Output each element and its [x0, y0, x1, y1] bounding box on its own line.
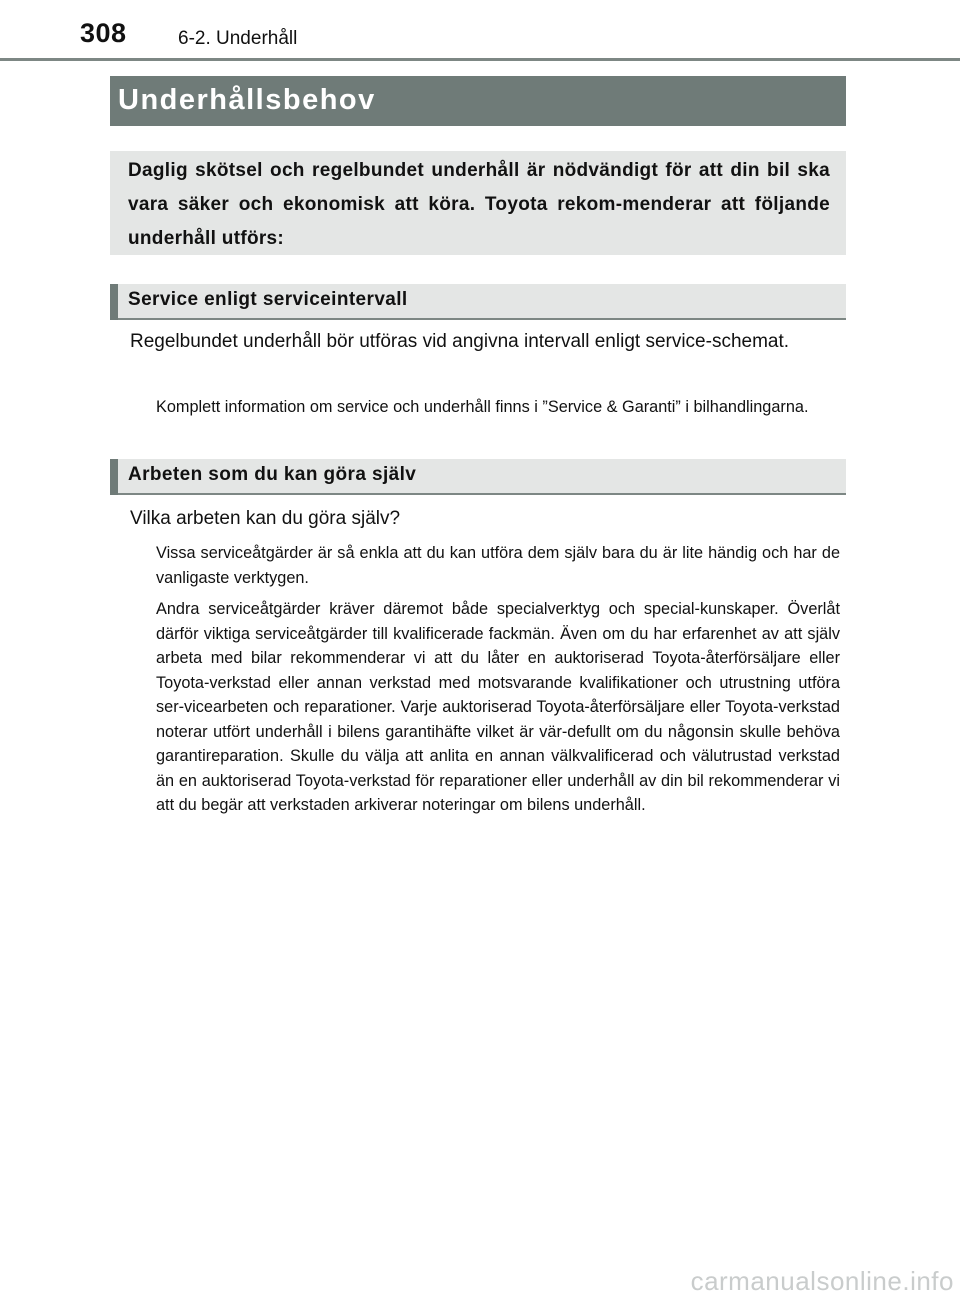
- service-note: Komplett information om service och underhåll finns i ”Service & Garanti” i bilhandlingarna.: [156, 398, 809, 416]
- header-divider: [0, 58, 960, 61]
- diy-heading-bar: [110, 459, 846, 495]
- diy-heading: Arbeten som du kan göra själv: [128, 464, 417, 485]
- service-lead: Regelbundet underhåll bör utföras vid angivna intervall enligt service-schemat.: [130, 331, 790, 352]
- diy-lead: Vilka arbeten kan du göra själv?: [130, 508, 401, 529]
- page-title: Underhållsbehov: [118, 84, 376, 116]
- section-label: 6-2. Underhåll: [178, 28, 298, 49]
- intro-box: [110, 151, 846, 255]
- diy-paragraph-1: Vissa serviceåtgärder är så enkla att du kan utföra dem själv bara du är lite händig och har de vanligaste verktygen.: [156, 544, 840, 587]
- heading-accent: [110, 284, 118, 320]
- watermark: carmanualsonline.info: [690, 1266, 954, 1296]
- service-heading-bar: [110, 284, 846, 320]
- service-heading: Service enligt serviceintervall: [128, 289, 408, 310]
- diy-paragraph-2: Andra serviceåtgärder kräver däremot både specialverktyg och special-kunskaper. Överlåt därför viktiga serviceåtgärder till kvalificerade fackmän. Även om du har erfarenhet av att själv arbeta med bilar rekommenderar vi att du låter en auktoriserad Toyota-återförsäljare eller Toyota-verkstad eller annan verkstad med motsvarande kvalifikationer och utrustning utföra ser-vicearbeten och reparationer. Varje auktoriserad Toyota-återförsäljare eller Toyota-verkstad noterar utfört underhåll i bilens garantihäfte vilket är vär-defullt om du någonsin skulle behöva garantireparation. Skulle du välja att anlita en annan välkvalificerad och välutrustad verkstad än en auktoriserad Toyota-verkstad för reparationer eller underhåll av din bil rekommenderar vi att du begär att verkstaden arkiverar noteringar om bilens underhåll.: [156, 600, 840, 814]
- page-number: 308: [80, 18, 127, 48]
- intro-text: Daglig skötsel och regelbundet underhåll är nödvändigt för att din bil ska vara säker och ekonomisk att köra. Toyota rekom-menderar att följande underhåll utförs:: [128, 160, 830, 249]
- page-title-bar: [110, 76, 846, 126]
- heading-accent: [110, 459, 118, 495]
